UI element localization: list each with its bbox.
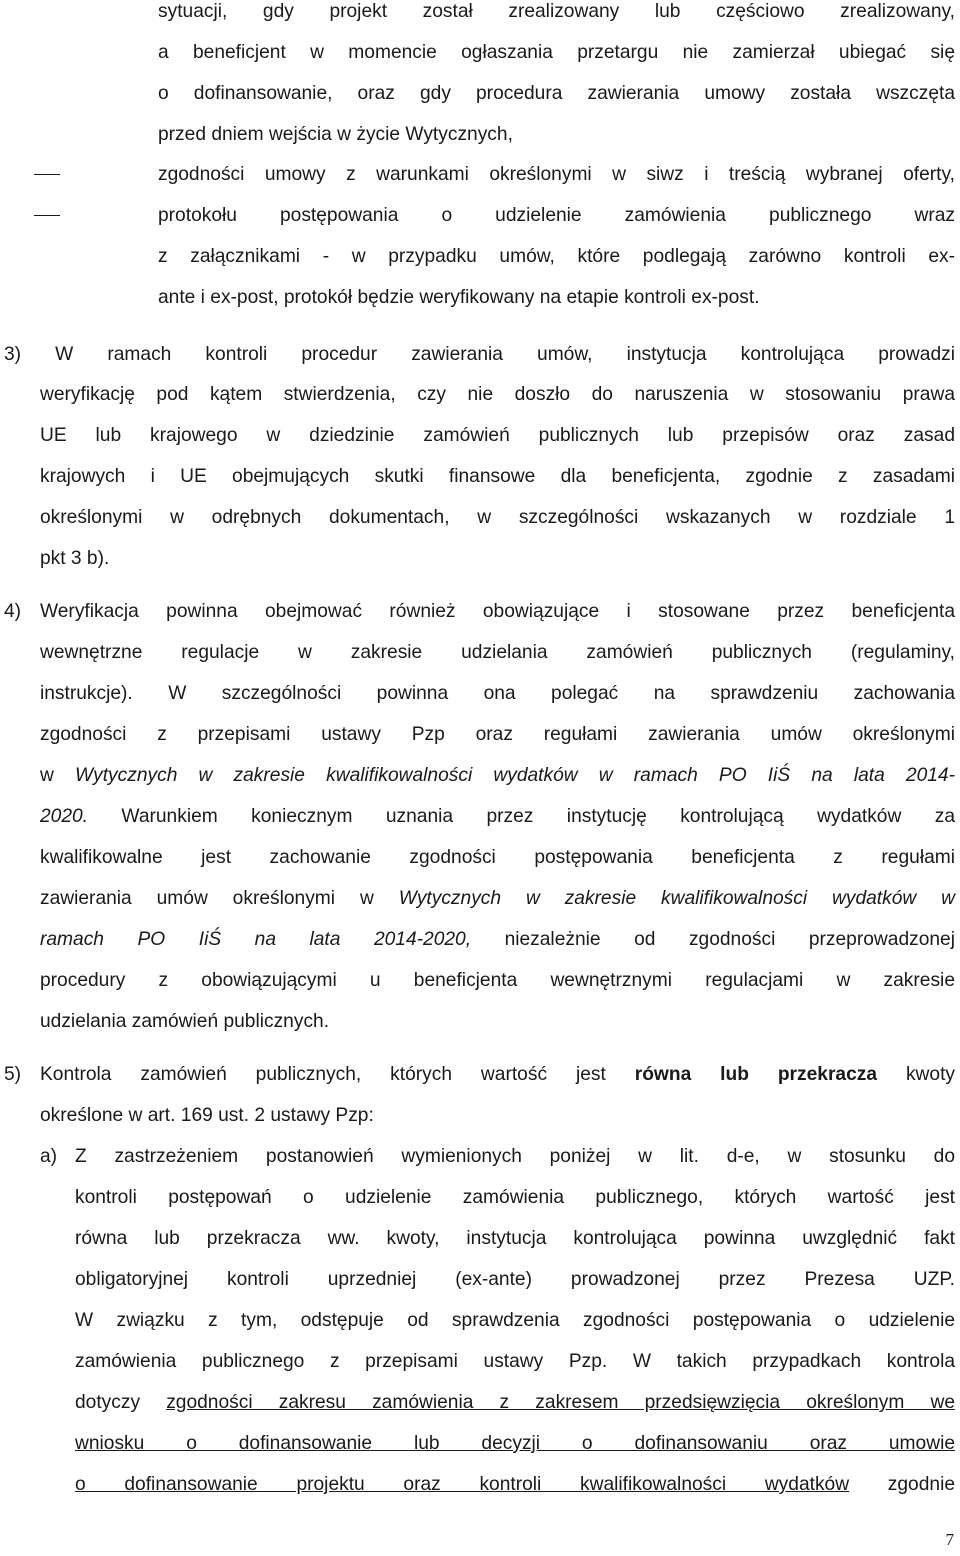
paragraph-4-line: procedury z obowiązującymi u beneficjenta wewnętrznymi regulacjami w zakresie <box>40 970 955 991</box>
paragraph-4-line: instrukcje). W szczególności powinna ona polegać na sprawdzeniu zachowania <box>40 683 955 704</box>
subitem-a-line: o dofinansowanie projektu oraz kontroli kwalifikowalności wydatków zgodnie <box>75 1474 956 1495</box>
subitem-a-line: dotyczy zgodności zakresu zamówienia z zakresem przedsięwzięcia określonym we <box>75 1392 955 1413</box>
paragraph-3-line: określonymi w odrębnych dokumentach, w szczególności wskazanych w rozdziale 1 <box>40 507 955 528</box>
subitem-a-line: równa lub przekracza ww. kwoty, instytucja kontrolująca powinna uwzględnić fakt <box>75 1228 955 1249</box>
bullet-text-line: protokołu postępowania o udzielenie zamówienia publicznego wraz <box>158 205 955 226</box>
list-marker: 4) <box>4 601 22 622</box>
paragraph-5-line: określone w art. 169 ust. 2 ustawy Pzp: <box>40 1105 374 1126</box>
text-line: a beneficjent w momencie ogłaszania przetargu nie zamierzał ubiegać się <box>158 42 955 63</box>
paragraph-3-line: krajowych i UE obejmujących skutki finansowe dla beneficjenta, zgodnie z zasadami <box>40 466 955 487</box>
paragraph-4-line: wewnętrzne regulacje w zakresie udzielania zamówień publicznych (regulaminy, <box>40 642 955 663</box>
paragraph-3-line: 3) W ramach kontroli procedur zawierania umów, instytucja kontrolująca prowadzi <box>4 344 955 365</box>
subitem-a-line: kontroli postępowań o udzielenie zamówienia publicznego, których wartość jest <box>75 1187 955 1208</box>
list-marker: 5) <box>4 1064 22 1085</box>
paragraph-4-line: udzielania zamówień publicznych. <box>40 1011 330 1032</box>
subitem-a-line: W związku z tym, odstępuje od sprawdzenia zgodności postępowania o udzielenie <box>75 1310 955 1331</box>
bullet-text-line: zgodności umowy z warunkami określonymi w siwz i treścią wybranej oferty, <box>158 164 955 185</box>
paragraph-3-line: weryfikację pod kątem stwierdzenia, czy nie doszło do naruszenia w stosowaniu prawa <box>40 384 955 405</box>
paragraph-3-line: UE lub krajowego w dziedzinie zamówień publicznych lub przepisów oraz zasad <box>40 425 955 446</box>
paragraph-4-line: zawierania umów określonymi w Wytycznych w zakresie kwalifikowalności wydatków w <box>40 888 956 909</box>
text-line: przed dniem wejścia w życie Wytycznych, <box>158 124 513 145</box>
paragraph-4-line: Weryfikacja powinna obejmować również obowiązujące i stosowane przez beneficjenta <box>40 601 955 622</box>
paragraph-5-line: Kontrola zamówień publicznych, których wartość jest równa lub przekracza kwoty <box>40 1064 956 1085</box>
text-line: o dofinansowanie, oraz gdy procedura zawierania umowy została wszczęta <box>158 83 955 104</box>
dash-bullet <box>34 174 60 175</box>
subitem-a-line: wniosku o dofinansowanie lub decyzji o dofinansowaniu oraz umowie <box>75 1433 955 1454</box>
paragraph-4-line: 2020. Warunkiem koniecznym uznania przez instytucję kontrolującą wydatków za <box>40 806 955 827</box>
bullet-text-line: z załącznikami - w przypadku umów, które podlegają zarówno kontroli ex- <box>158 246 955 267</box>
subitem-a-line: Z zastrzeżeniem postanowień wymienionych poniżej w lit. d-e, w stosunku do <box>75 1146 955 1167</box>
paragraph-3-line: pkt 3 b). <box>40 548 110 569</box>
list-marker: a) <box>40 1146 58 1167</box>
subitem-a-line: zamówienia publicznego z przepisami ustawy Pzp. W takich przypadkach kontrola <box>75 1351 955 1372</box>
bullet-text-line: ante i ex-post, protokół będzie weryfikowany na etapie kontroli ex-post. <box>158 287 760 308</box>
paragraph-4-line: kwalifikowalne jest zachowanie zgodności postępowania beneficjenta z regułami <box>40 847 955 868</box>
paragraph-4-line: zgodności z przepisami ustawy Pzp oraz regułami zawierania umów określonymi <box>40 724 955 745</box>
paragraph-4-line: w Wytycznych w zakresie kwalifikowalności wydatków w ramach PO IiŚ na lata 2014- <box>40 765 955 786</box>
page-number: 7 <box>945 1530 954 1549</box>
dash-bullet <box>34 215 60 216</box>
text-line: sytuacji, gdy projekt został zrealizowany lub częściowo zrealizowany, <box>158 1 955 22</box>
paragraph-4-line: ramach PO IiŚ na lata 2014-2020, niezależnie od zgodności przeprowadzonej <box>40 929 955 950</box>
subitem-a-line: obligatoryjnej kontroli uprzedniej (ex-ante) prowadzonej przez Prezesa UZP. <box>75 1269 955 1290</box>
